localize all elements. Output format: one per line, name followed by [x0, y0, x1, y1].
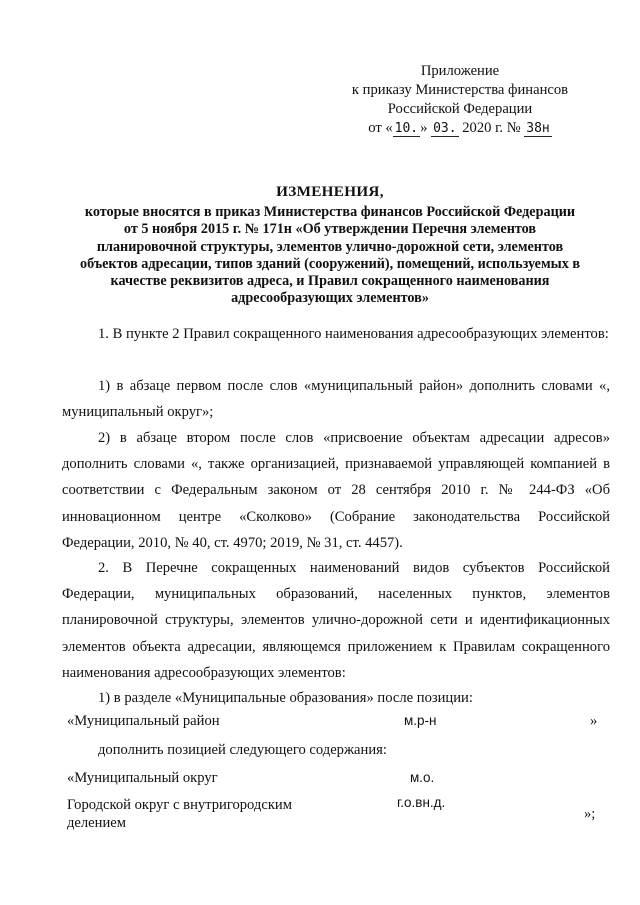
heading-line: адресообразующих элементов»: [231, 290, 429, 307]
heading-line: объектов адресации, типов зданий (сооружений), помещений, используемых в: [80, 255, 580, 272]
paragraph-1-1: 1) в абзаце первом после слов «муниципальный район» дополнить словами «, муниципальный округ»;: [62, 378, 610, 421]
table1-name: «Муниципальный район: [67, 713, 220, 729]
table2-row2-name: Городской округ с внутригородским: [67, 797, 292, 813]
date-year: 2020 г. №: [458, 120, 525, 136]
date-mid: »: [420, 120, 432, 136]
heading-line: планировочной структуры, элементов улично-дорожной сети, элементов: [96, 238, 564, 255]
table2-row2-abbr: г.о.вн.д.: [397, 795, 446, 810]
heading-line: которые вносятся в приказ Министерства финансов Российской Федерации: [84, 204, 576, 221]
table2-row1-abbr: м.о.: [410, 770, 435, 785]
heading-title: ИЗМЕНЕНИЯ,: [276, 183, 384, 200]
appendix-reference: к приказу Министерства финансов: [351, 82, 569, 98]
paragraph-2: 2. В Перечне сокращенных наименований видов субъектов Российской Федерации, муниципальных образований, населенных пунктов, элементов планировочной структуры, элементов улично-дорожной сети и идентификационных элементов объекта адресации, являющемся приложением к Правилам сокращенного наименования адресообразующих элементов:: [62, 560, 610, 681]
appendix-block: [340, 62, 580, 138]
appendix-country: Российской Федерации: [387, 101, 533, 117]
paragraph-2-1-continuation: дополнить позицией следующего содержания:: [98, 742, 387, 758]
appendix-date-line: [340, 119, 580, 138]
paragraph-1-2: 2) в абзаце втором после слов «присвоение объектам адресации адресов» дополнить словами «, также организацией, признаваемой управляющей компанией в соответствии с Федеральным законом от 28 сентября 2010 г. № 244-ФЗ «Об инновационном центре «Сколково» (Собрание законодательства Российской Федерации, 2010, № 40, ст. 4970; 2019, № 31, ст. 4457).: [62, 430, 610, 551]
table1-abbr: м.р-н: [404, 713, 437, 728]
document-heading: [60, 183, 600, 307]
heading-line: от 5 ноября 2015 г. № 171н «Об утверждении Перечня элементов: [123, 221, 537, 238]
order-number: 38н: [526, 121, 550, 136]
table2-close-quote: »;: [584, 806, 596, 822]
paragraph-1: 1. В пункте 2 Правил сокращенного наименования адресообразующих элементов:: [98, 326, 609, 342]
table2-row1-name: «Муниципальный округ: [67, 770, 218, 786]
date-day: 10.: [394, 121, 419, 136]
date-month: 03.: [433, 121, 457, 136]
appendix-title: Приложение: [420, 63, 500, 79]
date-prefix: от «: [368, 120, 393, 136]
paragraph-2-1: 1) в разделе «Муниципальные образования» после позиции:: [98, 690, 473, 706]
heading-line: качестве реквизитов адреса, и Правил сокращенного наименования: [110, 273, 550, 290]
table1-close-quote: »: [590, 713, 598, 729]
table2-row2-name-cont: делением: [67, 815, 126, 831]
